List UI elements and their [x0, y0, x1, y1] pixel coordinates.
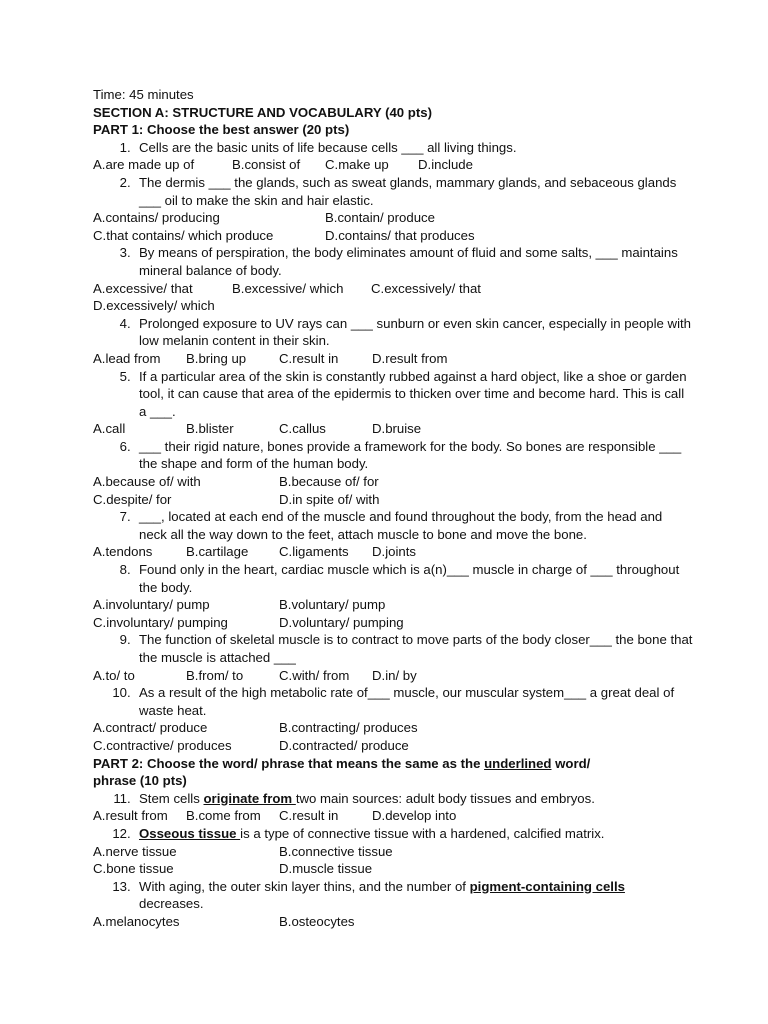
option-d[interactable]: D.excessively/ which [93, 298, 215, 314]
option-c[interactable]: C.excessively/ that [371, 280, 481, 296]
option-c[interactable]: C.with/ from [279, 667, 350, 683]
question-number: 2. [119, 174, 131, 190]
question-text: By means of perspiration, the body eliminates amount of fluid and some salts, ___ maintains mineral balance of body. [139, 245, 678, 278]
option-d[interactable]: D.in/ by [372, 667, 417, 683]
question-5 [93, 368, 693, 421]
time-line: Time: 45 minutes [93, 87, 194, 102]
options-q12-row1 [93, 843, 693, 861]
part1-heading: PART 1: Choose the best answer (20 pts) [93, 122, 350, 138]
option-c[interactable]: C.despite/ for [93, 491, 172, 507]
options-q3-row2 [93, 297, 693, 315]
question-text: ___ their rigid nature, bones provide a framework for the body. So bones are responsible ___ the shape and form of the human body. [139, 438, 682, 472]
question-text-post: two main sources: adult body tissues and embryos. [295, 790, 595, 806]
option-c[interactable]: C.make up [325, 157, 389, 173]
options-q7 [93, 543, 693, 561]
options-q9 [93, 667, 693, 685]
question-3 [93, 244, 693, 279]
option-a[interactable]: A.tendons [93, 544, 153, 560]
option-c[interactable]: C.result in [279, 808, 339, 824]
option-b[interactable]: B.connective tissue [279, 843, 393, 859]
option-a[interactable]: A.nerve tissue [93, 843, 177, 859]
option-c[interactable]: C.contractive/ produces [93, 737, 232, 753]
option-d[interactable]: D.muscle tissue [279, 861, 373, 877]
question-13 [93, 878, 693, 913]
option-b[interactable]: B.consist of [232, 157, 301, 173]
question-number: 9. [119, 632, 131, 648]
question-10 [93, 684, 693, 719]
option-b[interactable]: B.voluntary/ pump [279, 597, 386, 613]
question-text: If a particular area of the skin is constantly rubbed against a hard object, like a shoe or garden tool, it can cause that area of the epidermis to thicken over time and become hard. This is call a ___. [139, 368, 687, 419]
question-number: 11. [113, 790, 131, 806]
option-a[interactable]: A.to/ to [93, 667, 135, 683]
options-q13-row1 [93, 913, 693, 931]
question-text: Found only in the heart, cardiac muscle which is a(n)___ muscle in charge of ___ throughout the body. [139, 562, 680, 595]
question-text-pre: With aging, the outer skin layer thins, and the number of [139, 878, 470, 894]
option-a[interactable]: A.melanocytes [93, 913, 180, 929]
question-7 [93, 508, 693, 543]
question-9 [93, 631, 693, 666]
option-b[interactable]: B.come from [186, 808, 261, 824]
question-number: 8. [119, 562, 131, 578]
options-q1 [93, 156, 693, 174]
question-2 [93, 174, 693, 209]
option-c[interactable]: C.involuntary/ pumping [93, 614, 228, 630]
option-d[interactable]: D.include [418, 157, 473, 173]
question-number: 4. [119, 315, 131, 331]
question-text [139, 825, 693, 843]
part2-heading-suffix: word/ [551, 755, 591, 771]
options-q5 [93, 420, 693, 438]
option-c[interactable]: C.that contains/ which produce [93, 227, 274, 243]
question-number: 3. [119, 245, 131, 261]
option-a[interactable]: A.are made up of [93, 157, 195, 173]
option-c[interactable]: C.result in [279, 350, 339, 366]
part2-heading [93, 755, 693, 773]
option-b[interactable]: B.bring up [186, 350, 247, 366]
options-q4 [93, 350, 693, 368]
options-q3-row1 [93, 280, 693, 298]
option-d[interactable]: D.bruise [372, 421, 422, 437]
underlined-phrase: Osseous tissue [139, 825, 241, 841]
options-q8-row2 [93, 614, 693, 632]
option-a[interactable]: A.because of/ with [93, 474, 201, 490]
question-number: 6. [119, 438, 131, 454]
part2-heading-line2: phrase (10 pts) [93, 773, 187, 789]
question-text: The dermis ___ the glands, such as sweat glands, mammary glands, and sebaceous glands ___ oil to make the skin and hair elastic. [139, 174, 677, 208]
question-number: 12. [112, 825, 131, 841]
option-b[interactable]: B.from/ to [186, 667, 244, 683]
question-number: 7. [119, 509, 131, 525]
option-c[interactable]: C.ligaments [279, 544, 349, 560]
question-text: ___, located at each end of the muscle and found throughout the body, from the head and neck all the way down to the feet, attach muscle to bone and move the bone. [139, 509, 663, 542]
question-6 [93, 438, 693, 473]
option-b[interactable]: B.contain/ produce [325, 210, 435, 226]
question-8 [93, 561, 693, 596]
options-q10-row1 [93, 719, 693, 737]
options-q12-row2 [93, 860, 693, 878]
question-text [139, 878, 693, 913]
question-1 [93, 139, 693, 157]
question-12 [93, 825, 693, 843]
question-4 [93, 315, 693, 350]
options-q8-row1 [93, 596, 693, 614]
option-d[interactable]: D.result from [372, 350, 448, 366]
option-a[interactable]: A.call [93, 421, 126, 437]
option-a[interactable]: A.lead from [93, 350, 161, 366]
question-number: 1. [119, 139, 131, 155]
option-b[interactable]: B.because of/ for [279, 474, 379, 490]
option-d[interactable]: D.joints [372, 544, 416, 560]
option-b[interactable]: B.osteocytes [279, 913, 355, 929]
option-b[interactable]: B.blister [186, 421, 234, 437]
section-a-heading: SECTION A: STRUCTURE AND VOCABULARY (40 pts) [93, 104, 432, 120]
option-b[interactable]: B.excessive/ which [232, 280, 344, 296]
options-q10-row2 [93, 737, 693, 755]
option-d[interactable]: D.contains/ that produces [325, 227, 475, 243]
option-d[interactable]: D.in spite of/ with [279, 491, 380, 507]
part2-heading-underlined: underlined [484, 755, 552, 771]
option-a[interactable]: A.contains/ producing [93, 210, 220, 226]
question-number: 13. [112, 878, 131, 894]
option-d[interactable]: D.voluntary/ pumping [279, 614, 404, 630]
option-a[interactable]: A.result from [93, 808, 168, 824]
question-text: Prolonged exposure to UV rays can ___ sunburn or even skin cancer, especially in people with low melanin content in their skin. [139, 315, 692, 349]
exam-page [93, 86, 693, 931]
option-b[interactable]: B.contracting/ produces [279, 720, 418, 736]
underlined-phrase: pigment-containing cells [469, 878, 625, 894]
question-11 [93, 790, 693, 808]
question-text: The function of skeletal muscle is to contract to move parts of the body closer___ the bone that the muscle is attached ___ [139, 632, 693, 665]
question-text-post: is a type of connective tissue with a hardened, calcified matrix. [240, 825, 605, 841]
option-a[interactable]: A.involuntary/ pump [93, 597, 210, 613]
options-q2-row1 [93, 209, 693, 227]
option-b[interactable]: B.cartilage [186, 544, 249, 560]
underlined-phrase: originate from [203, 790, 296, 806]
option-c[interactable]: C.callus [279, 421, 326, 437]
option-c[interactable]: C.bone tissue [93, 861, 174, 877]
option-a[interactable]: A.contract/ produce [93, 720, 208, 736]
question-text: Cells are the basic units of life because cells ___ all living things. [139, 139, 517, 155]
question-text-post: decreases. [139, 896, 204, 912]
question-text [139, 790, 693, 808]
option-d[interactable]: D.develop into [372, 808, 457, 824]
question-text: As a result of the high metabolic rate of___ muscle, our muscular system___ a great deal of waste heat. [139, 685, 675, 718]
option-a[interactable]: A.excessive/ that [93, 280, 193, 296]
option-d[interactable]: D.contracted/ produce [279, 737, 409, 753]
question-number: 10. [112, 685, 131, 701]
part2-heading-prefix: PART 2: Choose the word/ phrase that means the same as the [93, 755, 485, 771]
question-text-pre: Stem cells [139, 790, 204, 806]
question-number: 5. [119, 368, 131, 384]
options-q6-row2 [93, 491, 693, 509]
options-q11 [93, 807, 693, 825]
options-q2-row2 [93, 227, 693, 245]
options-q6-row1 [93, 473, 693, 491]
